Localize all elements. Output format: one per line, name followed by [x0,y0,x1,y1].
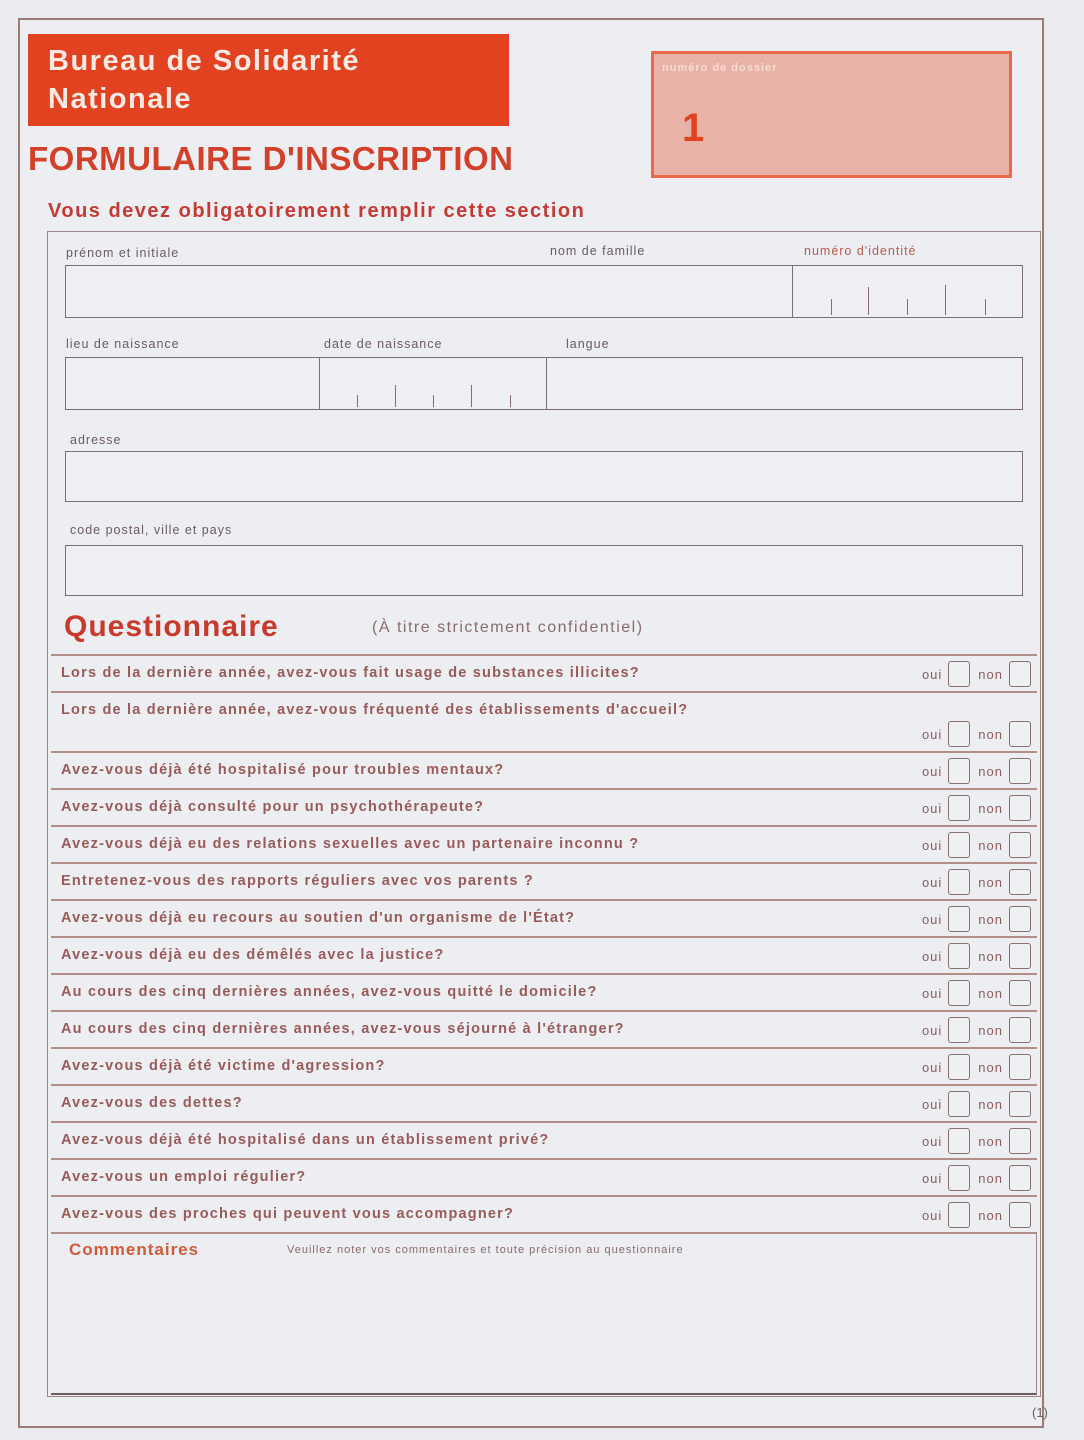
comments-title: Commentaires [69,1240,200,1259]
yes-label: oui [921,1096,943,1112]
city-label: code postal, ville et pays [70,523,233,537]
question-text: Lors de la dernière année, avez-vous fréquenté des établissements d'accueil? [61,702,689,718]
yes-label: oui [921,666,943,682]
question-row [51,656,1037,693]
question-text: Avez-vous déjà été hospitalisé dans un établissement privé? [61,1132,550,1148]
form-title: FORMULAIRE D'INSCRIPTION [28,140,514,177]
yes-checkbox[interactable] [948,1091,970,1117]
no-label: non [978,911,1003,927]
last-name-label: nom de famille [550,244,646,258]
no-label: non [978,948,1003,964]
yes-label: oui [921,948,943,964]
question-text: Au cours des cinq dernières années, avez-vous séjourné à l'étranger? [61,1021,625,1037]
question-row [51,864,1037,901]
yes-checkbox[interactable] [948,943,970,969]
yes-label: oui [921,1207,943,1223]
no-label: non [978,985,1003,1001]
yes-checkbox[interactable] [948,980,970,1006]
no-label: non [978,763,1003,779]
no-checkbox[interactable] [1009,1091,1031,1117]
no-checkbox[interactable] [1009,943,1031,969]
file-number-box [651,51,1012,178]
brand-banner [28,34,509,126]
question-text: Avez-vous un emploi régulier? [61,1169,307,1185]
yes-label: oui [921,985,943,1001]
questionnaire-title: Questionnaire [64,610,279,643]
question-text: Avez-vous déjà eu des relations sexuelles avec un partenaire inconnu ? [61,836,640,852]
page-number: (1) [1032,1405,1048,1420]
question-row [51,1086,1037,1123]
no-label: non [978,666,1003,682]
question-row [51,693,1037,753]
no-label: non [978,1133,1003,1149]
yes-checkbox[interactable] [948,1128,970,1154]
no-checkbox[interactable] [1009,1128,1031,1154]
comments-subtitle: Veuillez noter vos commentaires et toute précision au questionnaire [287,1244,684,1256]
question-text: Lors de la dernière année, avez-vous fait usage de substances illicites? [61,665,640,681]
yes-label: oui [921,1170,943,1186]
birthplace-field[interactable] [65,357,321,410]
yes-label: oui [921,911,943,927]
question-row [51,827,1037,864]
birthdate-field[interactable] [319,357,548,410]
no-checkbox[interactable] [1009,980,1031,1006]
no-checkbox[interactable] [1009,795,1031,821]
questionnaire-subtitle: (À titre strictement confidentiel) [372,619,644,636]
brand-line-1: Bureau de Solidarité [48,45,361,77]
no-checkbox[interactable] [1009,661,1031,687]
no-label: non [978,1096,1003,1112]
no-label: non [978,800,1003,816]
yes-label: oui [921,1133,943,1149]
questionnaire-table [51,654,1037,1234]
yes-checkbox[interactable] [948,1165,970,1191]
question-text: Entretenez-vous des rapports réguliers avec vos parents ? [61,873,534,889]
no-checkbox[interactable] [1009,758,1031,784]
no-checkbox[interactable] [1009,1165,1031,1191]
birthplace-label: lieu de naissance [66,337,180,351]
address-field[interactable] [65,451,1023,502]
id-number-label: numéro d'identité [804,244,917,258]
no-label: non [978,1022,1003,1038]
language-field[interactable] [546,357,1023,410]
no-checkbox[interactable] [1009,721,1031,747]
question-text: Avez-vous des dettes? [61,1095,243,1111]
yes-label: oui [921,874,943,890]
question-text: Avez-vous déjà été victime d'agression? [61,1058,386,1074]
no-label: non [978,874,1003,890]
yes-label: oui [921,1059,943,1075]
yes-checkbox[interactable] [948,1202,970,1228]
question-text: Avez-vous déjà consulté pour un psychothérapeute? [61,799,485,815]
question-row [51,975,1037,1012]
no-label: non [978,1059,1003,1075]
comments-area[interactable] [51,1232,1037,1395]
no-checkbox[interactable] [1009,1017,1031,1043]
no-checkbox[interactable] [1009,832,1031,858]
no-label: non [978,1170,1003,1186]
no-checkbox[interactable] [1009,1054,1031,1080]
question-text: Au cours des cinq dernières années, avez-vous quitté le domicile? [61,984,598,1000]
city-field[interactable] [65,545,1023,596]
no-label: non [978,837,1003,853]
no-label: non [978,726,1003,742]
brand-line-2: Nationale [48,83,193,115]
required-section-heading: Vous devez obligatoirement remplir cette section [48,200,586,222]
language-label: langue [566,337,610,351]
no-checkbox[interactable] [1009,906,1031,932]
name-field[interactable] [65,265,793,318]
yes-label: oui [921,726,943,742]
question-row [51,753,1037,790]
question-row [51,938,1037,975]
question-row [51,901,1037,938]
file-number-header: numéro de dossier [662,62,778,74]
question-text: Avez-vous déjà eu recours au soutien d'un organisme de l'État? [61,910,576,926]
file-number-value: 1 [682,106,705,150]
yes-checkbox[interactable] [948,869,970,895]
question-text: Avez-vous des proches qui peuvent vous accompagner? [61,1206,515,1222]
yes-checkbox[interactable] [948,758,970,784]
first-name-label: prénom et initiale [66,246,180,260]
yes-label: oui [921,1022,943,1038]
yes-checkbox[interactable] [948,906,970,932]
yes-checkbox[interactable] [948,1017,970,1043]
no-checkbox[interactable] [1009,1202,1031,1228]
yes-checkbox[interactable] [948,1054,970,1080]
question-row [51,790,1037,827]
birthdate-label: date de naissance [324,337,443,351]
question-row [51,1123,1037,1160]
yes-checkbox[interactable] [948,832,970,858]
no-label: non [978,1207,1003,1223]
question-row [51,1049,1037,1086]
yes-checkbox[interactable] [948,661,970,687]
id-number-field[interactable] [792,265,1023,318]
yes-checkbox[interactable] [948,721,970,747]
yes-checkbox[interactable] [948,795,970,821]
yes-label: oui [921,763,943,779]
address-label: adresse [70,433,122,447]
question-text: Avez-vous déjà eu des démêlés avec la justice? [61,947,445,963]
no-checkbox[interactable] [1009,869,1031,895]
question-row [51,1197,1037,1234]
question-text: Avez-vous déjà été hospitalisé pour troubles mentaux? [61,762,505,778]
yes-label: oui [921,837,943,853]
question-row [51,1160,1037,1197]
yes-label: oui [921,800,943,816]
question-row [51,1012,1037,1049]
